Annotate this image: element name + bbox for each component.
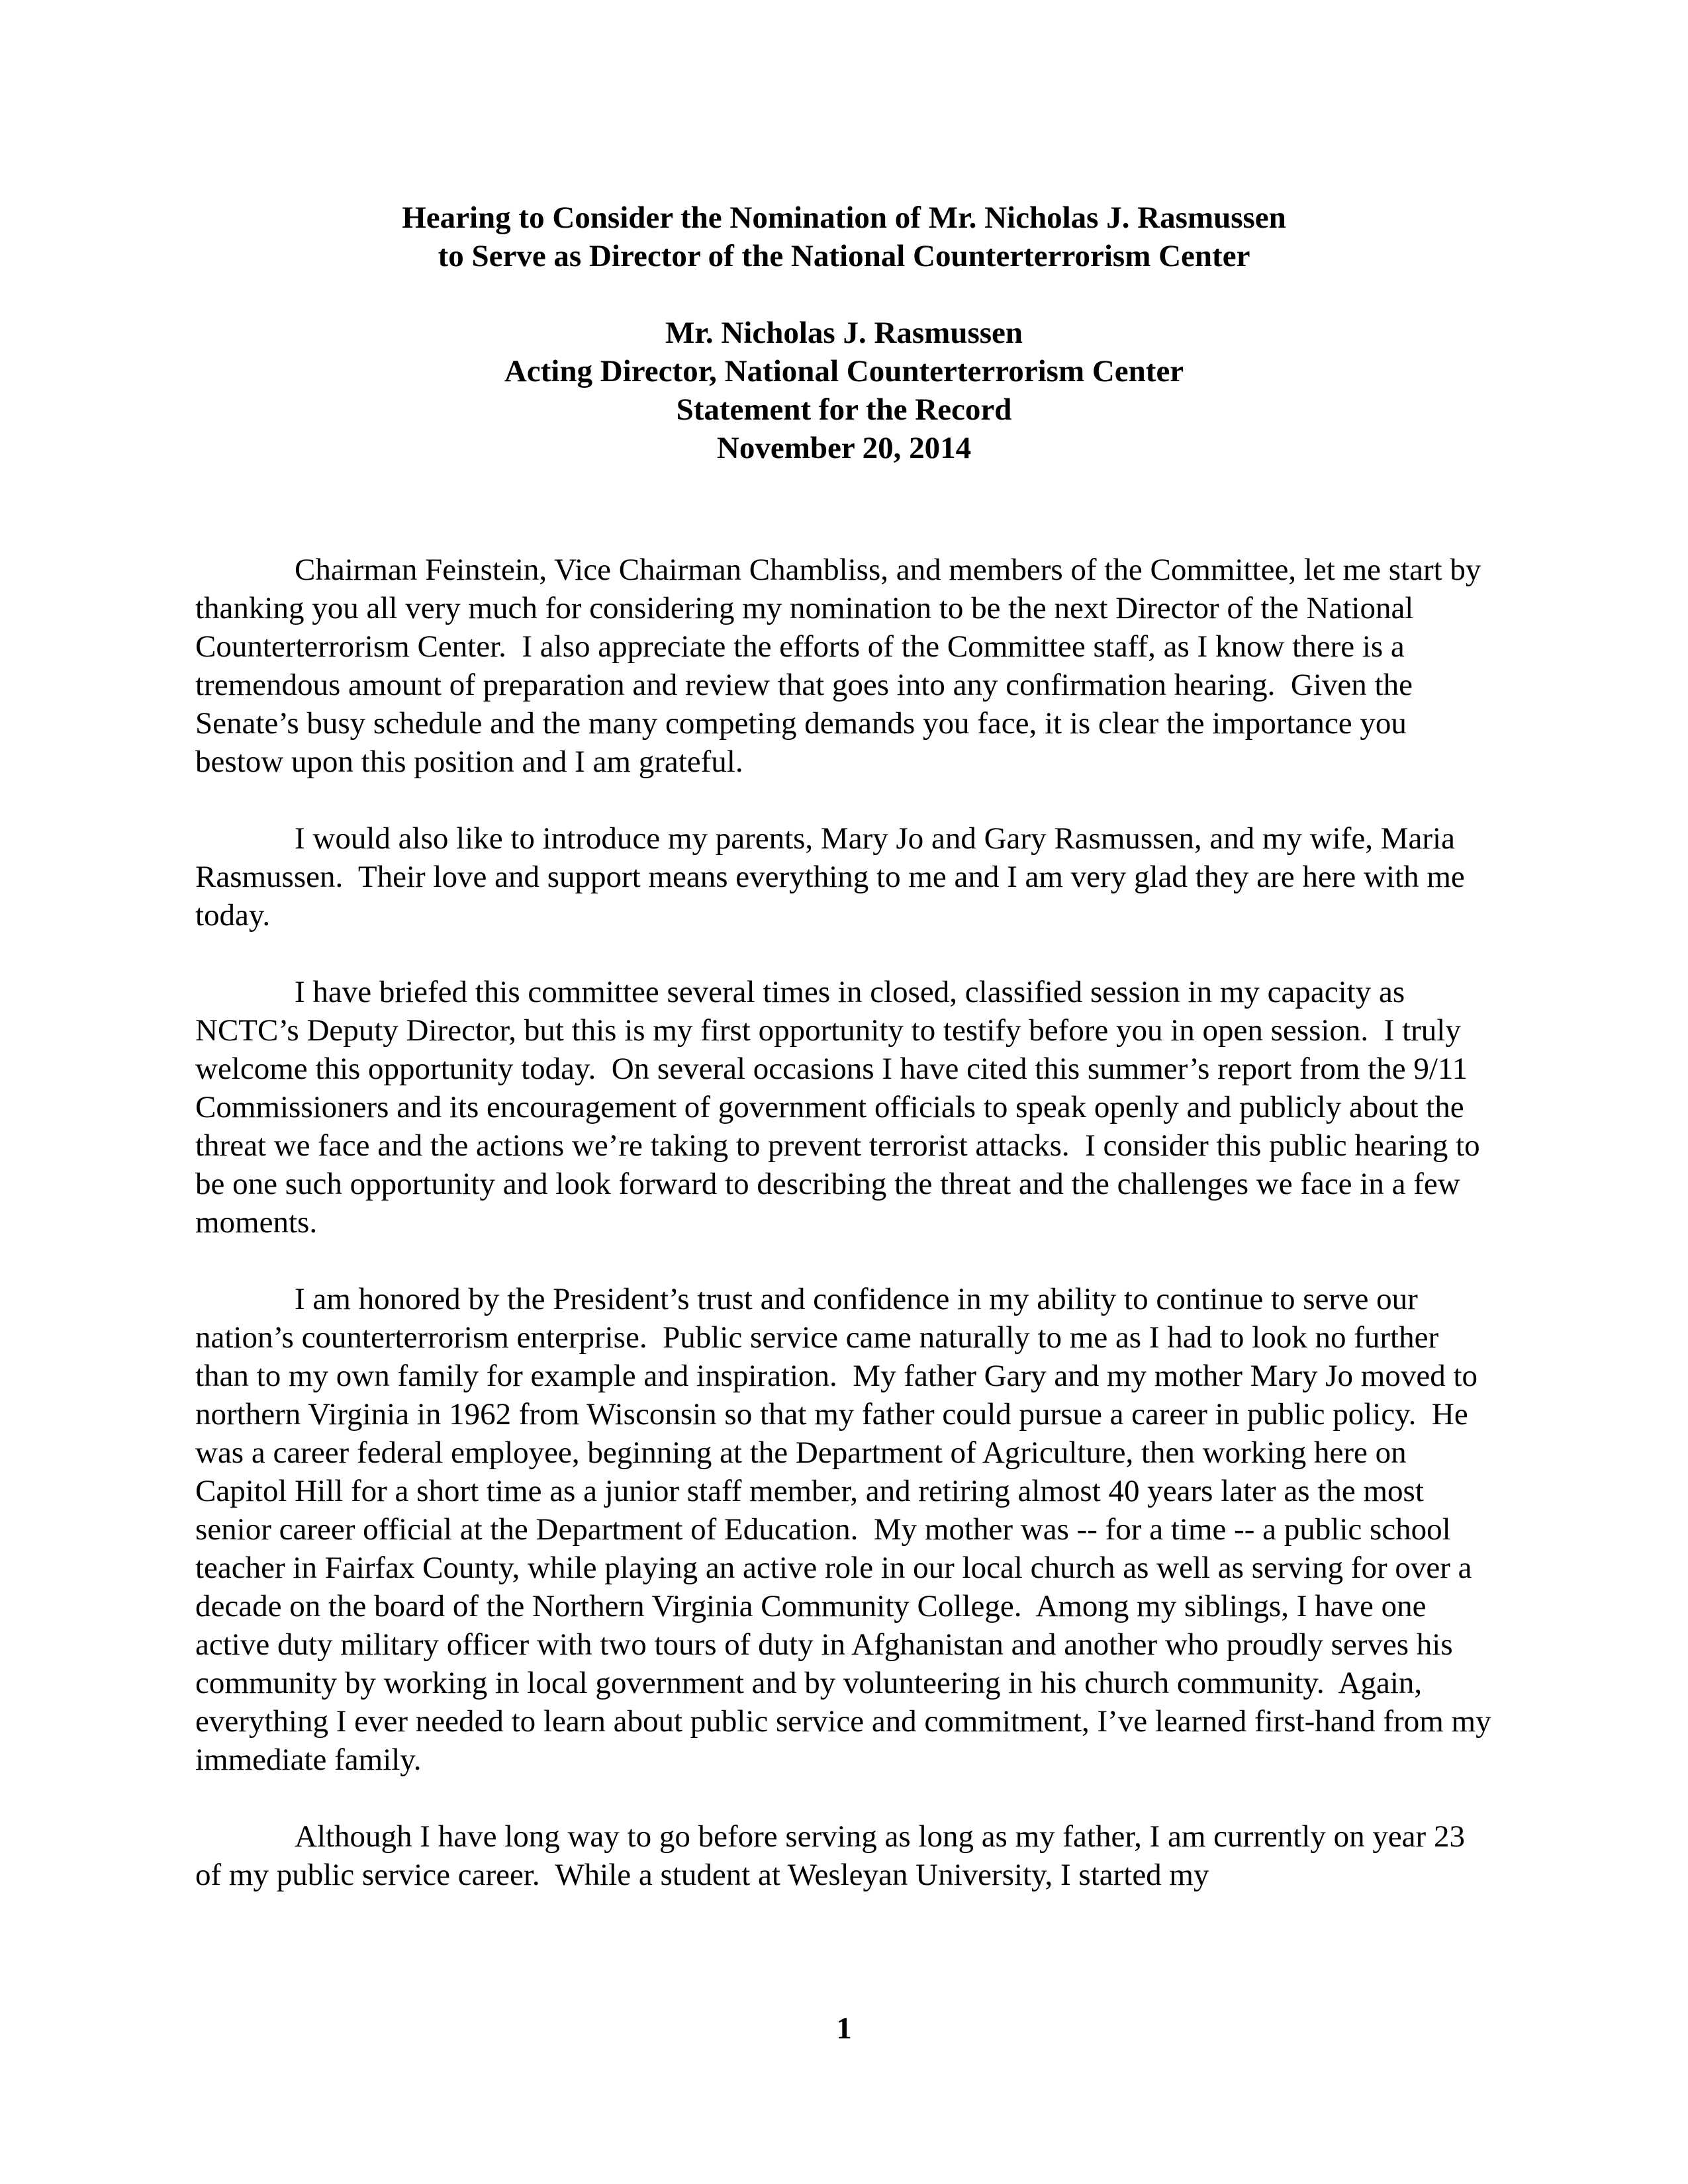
body-paragraph-2: I would also like to introduce my parents, Mary Jo and Gary Rasmussen, and my wife, Maria Rasmussen. Their love and support means everything to me and I am very glad they are here with me today. bbox=[195, 821, 1473, 933]
page-number: 1 bbox=[836, 2011, 852, 2046]
title-line-2: to Serve as Director of the National Counterterrorism Center bbox=[438, 239, 1250, 273]
document-title bbox=[195, 199, 1493, 275]
body-paragraph-3: I have briefed this committee several times in closed, classified session in my capacity as NCTC’s Deputy Director, but this is my first opportunity to testify before you in open session. I truly welcome this opportunity today. On several occasions I have cited this summer’s report from the 9/11 Commissioners and its encouragement of government officials to speak openly and publicly about the threat we face and the actions we’re taking to prevent terrorist attacks. I consider this public hearing to be one such opportunity and look forward to describing the threat and the challenges we face in a few moments. bbox=[195, 975, 1488, 1240]
title-line-1: Hearing to Consider the Nomination of Mr. Nicholas J. Rasmussen bbox=[402, 201, 1286, 235]
body-paragraph-1: Chairman Feinstein, Vice Chairman Chambliss, and members of the Committee, let me start by thanking you all very much for considering my nomination to be the next Director of the National Counterterrorism Center. I also appreciate the efforts of the Committee staff, as I know there is a tremendous amount of preparation and review that goes into any confirmation hearing. Given the Senate’s busy schedule and the many competing demands you face, it is clear the importance you bestow upon this position and I am grateful. bbox=[195, 553, 1489, 779]
byline-role: Acting Director, National Counterterrorism Center bbox=[504, 354, 1184, 388]
body-paragraph-5: Although I have long way to go before serving as long as my father, I am currently on year 23 of my public service career. While a student at Wesleyan University, I started my bbox=[195, 1819, 1473, 1892]
document-byline bbox=[195, 314, 1493, 467]
body-paragraph-4: I am honored by the President’s trust and confidence in my ability to continue to serve our nation’s counterterrorism enterprise. Public service came naturally to me as I had to look no further than to my own family for example and inspiration. My father Gary and my mother Mary Jo moved to northern Virginia in 1962 from Wisconsin so that my father could pursue a career in public policy. He was a career federal employee, beginning at the Department of Agriculture, then working here on Capitol Hill for a short time as a junior staff member, and retiring almost 40 years later as the most senior career official at the Department of Education. My mother was -- for a time -- a public school teacher in Fairfax County, while playing an active role in our local church as well as serving for over a decade on the board of the Northern Virginia Community College. Among my siblings, I have one active duty military officer with two tours of duty in Afghanistan and another who proudly serves his community by working in local government and by volunteering in his church community. Again, everything I ever needed to learn about public service and commitment, I’ve learned first-hand from my immediate family. bbox=[195, 1282, 1499, 1777]
byline-statement-label: Statement for the Record bbox=[676, 392, 1012, 427]
byline-date: November 20, 2014 bbox=[716, 431, 972, 465]
byline-name: Mr. Nicholas J. Rasmussen bbox=[665, 316, 1023, 350]
